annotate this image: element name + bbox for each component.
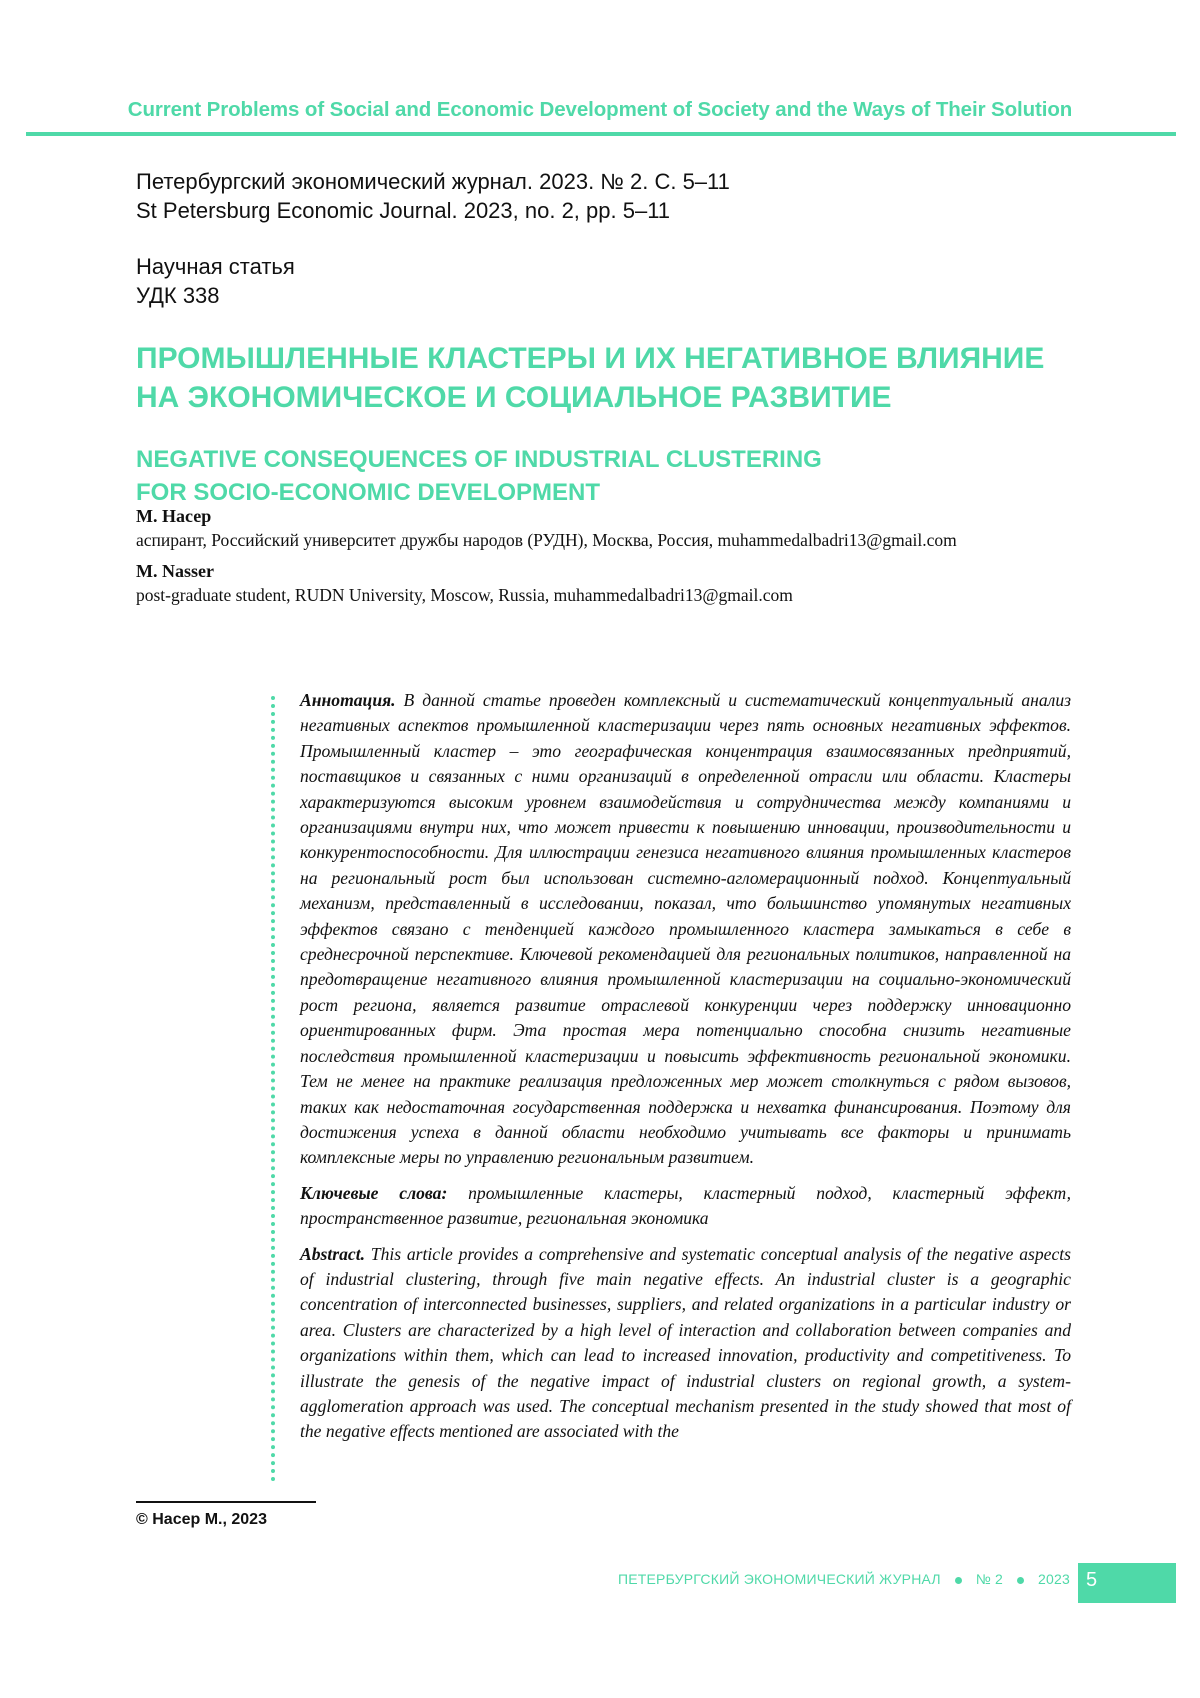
- bullet-icon: [1017, 1577, 1024, 1584]
- abstract-ru: [300, 688, 1071, 1171]
- article-meta: [136, 252, 295, 310]
- author-name: M. Nasser: [136, 561, 214, 581]
- header-rule: [26, 132, 1176, 136]
- footer-year: 2023: [1038, 1571, 1070, 1587]
- abstract-en-text: This article provides a comprehensive and systematic conceptual analysis of the negative aspects of industrial clustering, through five main negative effects. An industrial cluster is a geographic concentration of interconnected businesses, suppliers, and related organizations in a particular industry or area. Clusters are characterized by a high level of interaction and collaboration between companies and organizations within them, which can lead to increased innovation, productivity and competitiveness. To illustrate the genesis of the negative impact of industrial clusters on regional growth, a system-agglomeration approach was used. The conceptual mechanism presented in the study showed that most of the negative effects mentioned are associated with the: [300, 1243, 1071, 1442]
- title-ru-line: НА ЭКОНОМИЧЕСКОЕ И СОЦИАЛЬНОЕ РАЗВИТИЕ: [136, 381, 892, 414]
- title-en: [136, 443, 1136, 509]
- citation-ru: Петербургский экономический журнал. 2023. № 2. С. 5–11: [136, 169, 730, 194]
- abstract-ru-label: Аннотация.: [300, 690, 396, 710]
- author-affiliation: аспирант, Российский университет дружбы народов (РУДН), Москва, Россия, muhammedalbadri13@gmail.com: [136, 530, 957, 550]
- footnote-rule: [136, 1501, 316, 1503]
- author-ru: [136, 504, 1136, 552]
- author-affiliation: post-graduate student, RUDN University, Moscow, Russia, muhammedalbadri13@gmail.com: [136, 585, 793, 605]
- abstract-dotted-bar: [271, 696, 275, 1482]
- article-type: Научная статья: [136, 254, 295, 279]
- bullet-icon: [955, 1577, 962, 1584]
- page-footer: [540, 1571, 1070, 1587]
- author-name: М. Насер: [136, 506, 212, 526]
- abstract-en: [300, 1242, 1071, 1445]
- keywords-ru-label: Ключевые слова:: [300, 1182, 448, 1203]
- udc-code: УДК 338: [136, 283, 220, 308]
- footer-issue: № 2: [975, 1571, 1004, 1587]
- abstract-block: [300, 688, 1071, 1445]
- page-number: 5: [1086, 1569, 1098, 1591]
- citation-en: St Petersburg Economic Journal. 2023, no. 2, pp. 5–11: [136, 198, 671, 223]
- page-number-box: [1078, 1563, 1176, 1603]
- abstract-ru-text: В данной статье проведен комплексный и систематический концептуальный анализ негативных аспектов промышленной кластеризации через пять основных негативных эффектов. Промышленный кластер – это географическая концентрация взаимосвязанных предприятий, поставщиков и связанных с ними организаций в определенной отрасли или области. Кластеры характеризуются высоким уровнем взаимодействия и сотрудничества между компаниями и организациями внутри них, что может привести к повышению инновации, производительности и конкурентоспособности. Для иллюстрации генезиса негативного влияния промышленных кластеров на региональный рост был использован системно-агломерационный подход. Концептуальный механизм, представленный в исследовании, показал, что большинство упомянутых негативных эффектов связано с тенденцией каждого промышленного кластера замыкаться в себе в среднесрочной перспективе. Ключевой рекомендацией для региональных политиков, направленной на предотвращение негативного влияния промышленной кластеризации на социально-экономический рост региона, является развитие отраслевой конкуренции через поддержку инновационно ориентированных фирм. Эта простая мера потенциально способна снизить негативные последствия промышленной кластеризации и повысить эффективность региональной экономики. Тем не менее на практике реализация предложенных мер может столкнуться с рядом вызовов, таких как недостаточная государственная поддержка и нехватка финансирования. Поэтому для достижения успеха в данной области необходимо учитывать все факторы и принимать комплексные меры по управлению региональным развитием.: [300, 690, 1071, 1168]
- citation: [136, 167, 730, 225]
- copyright-note: © Насер М., 2023: [136, 1511, 267, 1528]
- title-en-line: FOR SOCIO-ECONOMIC DEVELOPMENT: [136, 479, 601, 506]
- running-head-title: Current Problems of Social and Economic Development of Society and the Ways of Their Solution: [127, 98, 1073, 121]
- title-ru: [136, 339, 1136, 417]
- author-en: [136, 559, 1136, 607]
- footer-journal: ПЕТЕРБУРГСКИЙ ЭКОНОМИЧЕСКИЙ ЖУРНАЛ: [617, 1571, 941, 1587]
- keywords-ru-text: промышленные кластеры, кластерный подход, кластерный эффект, пространственное развитие, региональная экономика: [300, 1182, 1071, 1229]
- title-en-line: NEGATIVE CONSEQUENCES OF INDUSTRIAL CLUSTERING: [136, 446, 822, 473]
- abstract-en-label: Abstract.: [300, 1243, 366, 1264]
- keywords-ru: [300, 1181, 1071, 1232]
- title-ru-line: ПРОМЫШЛЕННЫЕ КЛАСТЕРЫ И ИХ НЕГАТИВНОЕ ВЛИЯНИЕ: [136, 342, 1045, 375]
